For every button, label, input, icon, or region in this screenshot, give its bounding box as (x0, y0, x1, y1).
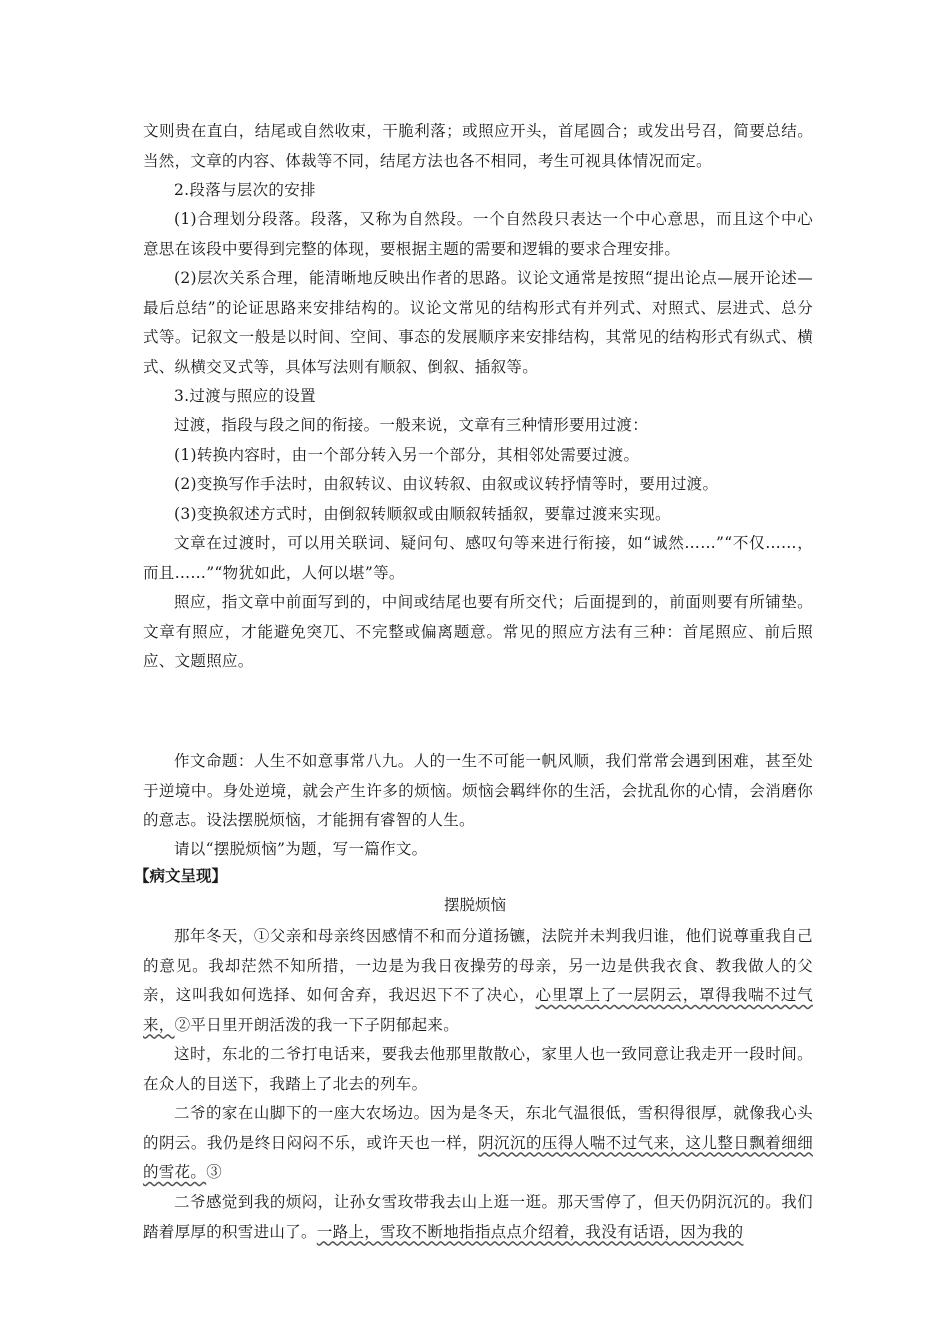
essay-p3-text: 二爷的家在山脚下的一座大农场边。因为是冬天，东北气温很低，雪积得很厚，就像我心头的阴云。我仍是终日闷闷不乐，或许天也一样， (143, 1104, 813, 1152)
essay-p1-text: 那年冬天，①父亲和母亲终因感情不和而分道扬镳，法院并未判我归谁，他们说尊重我自己的意见。我却茫然不知所措，一边是为我日夜操劳的母亲，另一边是供我衣食、教我做人的父亲，这叫我如何选择、如何舍弃，我迟迟下不了决心， (143, 927, 813, 1004)
heading-paragraph-arrangement: 2.段落与层次的安排 (174, 181, 316, 199)
essay-instruction: 请以“摆脱烦恼”为题，写一篇作文。 (174, 840, 428, 858)
essay-p1-underlined: 心里罩上了一层阴云，罩得我喘不过气来， (143, 986, 813, 1034)
paragraph-transition-case-2: (2)变换写作手法时，由叙转议、由议转叙、由叙或议转抒情等时，要用过渡。 (174, 475, 719, 493)
section-label-flawed-essay: 【病文呈现】 (134, 866, 228, 885)
essay-title: 摆脱烦恼 (443, 896, 506, 914)
essay-paragraph-1 (143, 922, 813, 1040)
essay-p3-marker: ③ (206, 1163, 223, 1181)
paragraph-dividing-sections: (1)合理划分段落。段落，又称为自然段。一个自然段只表达一个中心意思，而且这个中心意思在该段中要得到完整的体现，要根据主题的需要和逻辑的要求合理安排。 (143, 210, 813, 258)
paragraph-transition-case-3: (3)变换叙述方式时，由倒叙转顺叙或由顺叙转插叙，要靠过渡来实现。 (174, 505, 671, 523)
heading-transition-echo: 3.过渡与照应的设置 (174, 387, 316, 405)
essay-paragraph-3 (143, 1099, 813, 1188)
paragraph-transition-definition: 过渡，指段与段之间的衔接。一般来说，文章有三种情形要用过渡： (174, 416, 649, 434)
essay-p1-tail: ②平日里开朗活泼的我一下子阴郁起来。 (174, 1015, 460, 1034)
essay-p3-underlined: 阴沉沉的压得人喘不过气来，这儿整日飘着细细的雪花。 (143, 1133, 813, 1181)
essay-paragraph-4 (143, 1188, 813, 1247)
essay-p4-text: 二爷感觉到我的烦闷，让孙女雪玫带我去山上逛一逛。那天雪停了，但天仍阴沉沉的。我们踏着厚厚的积雪进山了。 (143, 1193, 813, 1241)
paragraph-layer-relations: (2)层次关系合理，能清晰地反映出作者的思路。议论文通常是按照“提出论点—展开论述—最后总结”的论证思路来安排结构的。议论文常见的结构形式有并列式、对照式、层进式、总分式等。记叙文一般是以时间、空间、事态的发展顺序来安排结构，其常见的结构形式有纵式、横式、纵横交叉式等，具体写法则有顺叙、倒叙、插叙等。 (143, 269, 813, 376)
paragraph-transition-case-1: (1)转换内容时，由一个部分转入另一个部分，其相邻处需要过渡。 (174, 446, 640, 464)
essay-p4-underlined: 一路上，雪玫不断地指指点点介绍着，我没有话语，因为我的 (316, 1222, 744, 1241)
essay-prompt: 作文命题：人生不如意事常八九。人的一生不可能一帆风顺，我们常常会遇到困难，甚至处于逆境中。身处逆境，就会产生许多的烦恼。烦恼会羁绊你的生活，会扰乱你的心情，会消磨你的意志。设法摆脱烦恼，才能拥有睿智的人生。 (143, 752, 813, 829)
paragraph-echo-definition: 照应，指文章中前面写到的，中间或结尾也要有所交代；后面提到的，前面则要有所铺垫。文章有照应，才能避免突兀、不完整或偏离题意。常见的照应方法有三种：首尾照应、前后照应、文题照应。 (143, 593, 813, 670)
essay-paragraph-2: 这时，东北的二爷打电话来，要我去他那里散散心，家里人也一致同意让我走开一段时间。在众人的目送下，我踏上了北去的列车。 (143, 1045, 813, 1093)
paragraph-transition-examples: 文章在过渡时，可以用关联词、疑问句、感叹句等来进行衔接，如“诚然……”“不仅……，而且……”“物犹如此，人何以堪”等。 (143, 534, 813, 582)
paragraph-ending-methods: 文则贵在直白，结尾或自然收束，干脆利落；或照应开头，首尾圆合；或发出号召，简要总结。当然，文章的内容、体裁等不同，结尾方法也各不相同，考生可视具体情况而定。 (143, 122, 813, 170)
